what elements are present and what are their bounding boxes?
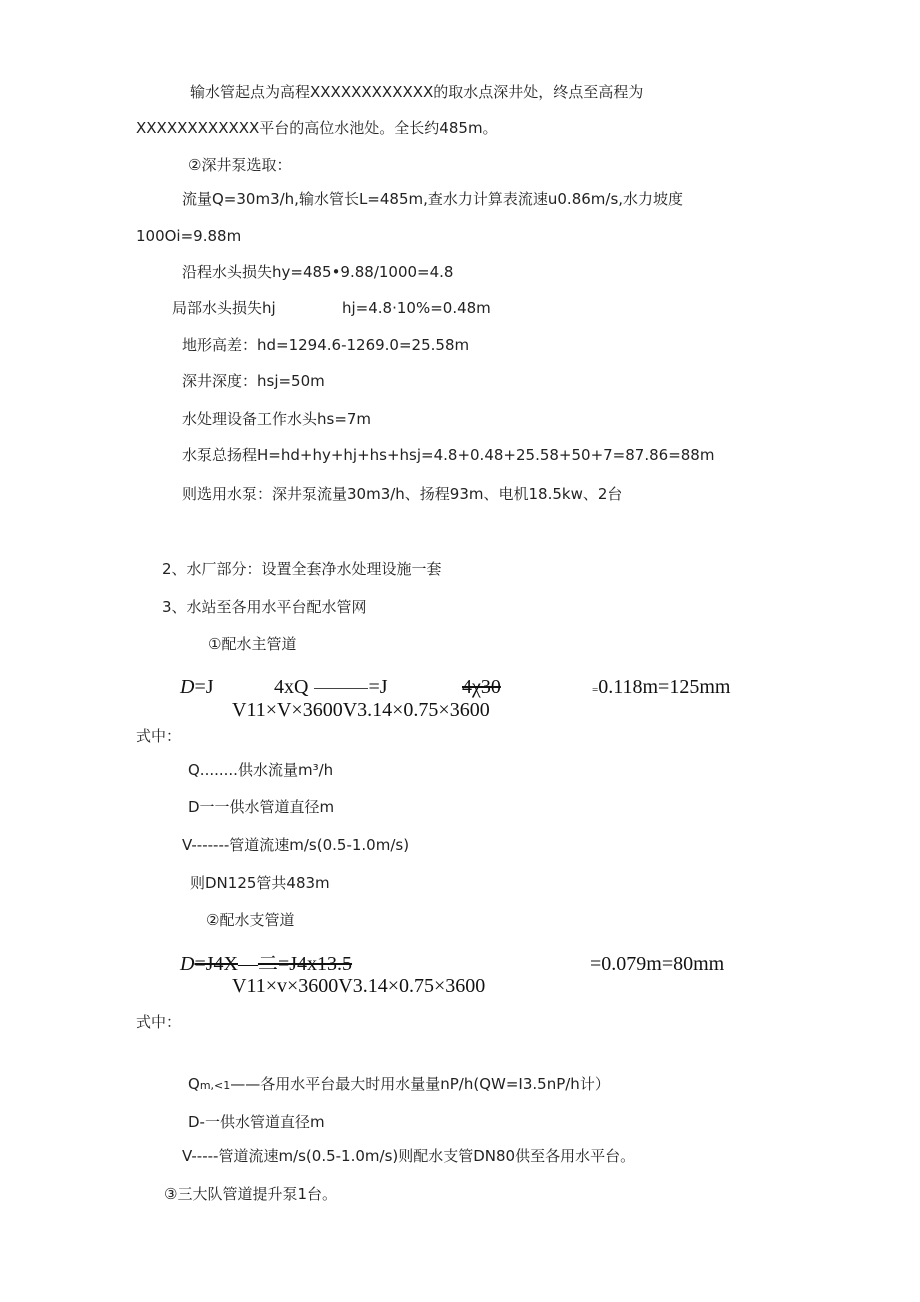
- formula-main-numerator: [274, 676, 388, 698]
- section-heading-distribution-network: 3、水站至各用水平台配水管网: [162, 598, 367, 616]
- formula-branch-result: =0.079m=80mm: [590, 953, 725, 975]
- text-line-equipment-head: 水处理设备工作水头hs=7m: [182, 410, 372, 428]
- def-flow-qm-text: ——各用水平台最大时用水量量nP/h(QW=I3.5nP/h计）: [230, 1075, 610, 1093]
- def-flow-qm: [188, 1074, 610, 1096]
- section-heading-branch-pipe: ②配水支管道: [206, 911, 295, 929]
- formula-main-result-value: 0.118m=125mm: [598, 676, 731, 698]
- text-line-2: XXXXXXXXXXXX平台的高位水池处。全长约485m。: [136, 119, 498, 137]
- formula-branch-mid: 二=J4x13.5: [257, 953, 353, 975]
- formula-branch-symbol-d: D: [180, 953, 195, 975]
- text-line-well-depth: 深井深度：hsj=50m: [182, 372, 325, 390]
- formula-main-result: [592, 676, 730, 701]
- formula-main-eq1: =J: [194, 676, 214, 698]
- formula-branch-line1: [180, 953, 352, 975]
- text-line-friction-loss: 沿程水头损失hy=485•9.88/1000=4.8: [182, 263, 454, 281]
- formula-main-symbol-d: D: [180, 676, 195, 698]
- def-flow-qm-subscript: m,<1: [199, 1079, 231, 1092]
- where-label-2: 式中：: [136, 1013, 182, 1031]
- text-line-local-loss-label: 局部水头损失hj: [172, 299, 276, 317]
- text-line-hydraulic-slope: 100Oi=9.88m: [136, 227, 242, 245]
- def-flow-qm-symbol: Q: [188, 1075, 200, 1093]
- def-diameter-d: D一一供水管道直径m: [188, 798, 335, 816]
- section-heading-main-pipe: ①配水主管道: [208, 635, 297, 653]
- formula-main-num-b: 4χ30: [462, 676, 501, 698]
- text-line-elevation-diff: 地形高差：hd=1294.6-1269.0=25.58m: [182, 336, 470, 354]
- formula-branch-denominator: V11×v×3600V3.14×0.75×3600: [232, 975, 486, 997]
- formula-main-result-prefix: =: [592, 684, 599, 696]
- text-line-pump-selection: 则选用水泵：深井泵流量30m3/h、扬程93m、电机18.5kw、2台: [182, 485, 623, 503]
- formula-main-denominator: V11×V×3600V3.14×0.75×3600: [232, 699, 490, 721]
- formula-main-eq2: =J: [368, 676, 388, 698]
- def-velocity-v: V-------管道流速m/s(0.5-1.0m/s): [182, 836, 410, 854]
- formula-branch-eq1: =J4X: [194, 953, 238, 975]
- text-line-1: 输水管起点为高程XXXXXXXXXXXX的取水点深井处，终点至高程为: [190, 83, 644, 101]
- def-velocity-v2: V-----管道流速m/s(0.5-1.0m/s)则配水支管DN80供至各用水平台。: [182, 1147, 636, 1165]
- text-line-total-head: 水泵总扬程H=hd+hy+hj+hs+hsj=4.8+0.48+25.58+50+7=87.86=88m: [182, 446, 715, 464]
- section-heading-deep-well-pump: ②深井泵选取：: [188, 156, 292, 174]
- section-heading-water-plant: 2、水厂部分：设置全套净水处理设施一套: [162, 560, 442, 578]
- where-label-1: 式中：: [136, 727, 182, 745]
- def-diameter-d2: D-一供水管道直径m: [188, 1113, 325, 1131]
- text-line-local-loss-value: hj=4.8·10%=0.48m: [342, 299, 491, 317]
- formula-branch-dash: —: [237, 953, 258, 975]
- formula-main-pipe-line1: [180, 676, 214, 698]
- formula-main-num-a: 4xQ: [274, 676, 309, 698]
- def-flow-q: Q........供水流量m³/h: [188, 761, 334, 779]
- text-line-flow: 流量Q=30m3/h,输水管长L=485m,查水力计算表流速u0.86m/s,水力坡度: [182, 190, 684, 208]
- text-line-dn125: 则DN125管共483m: [190, 874, 330, 892]
- formula-main-rule: [314, 688, 368, 689]
- section-heading-lift-pump: ③三大队管道提升泵1台。: [164, 1185, 337, 1203]
